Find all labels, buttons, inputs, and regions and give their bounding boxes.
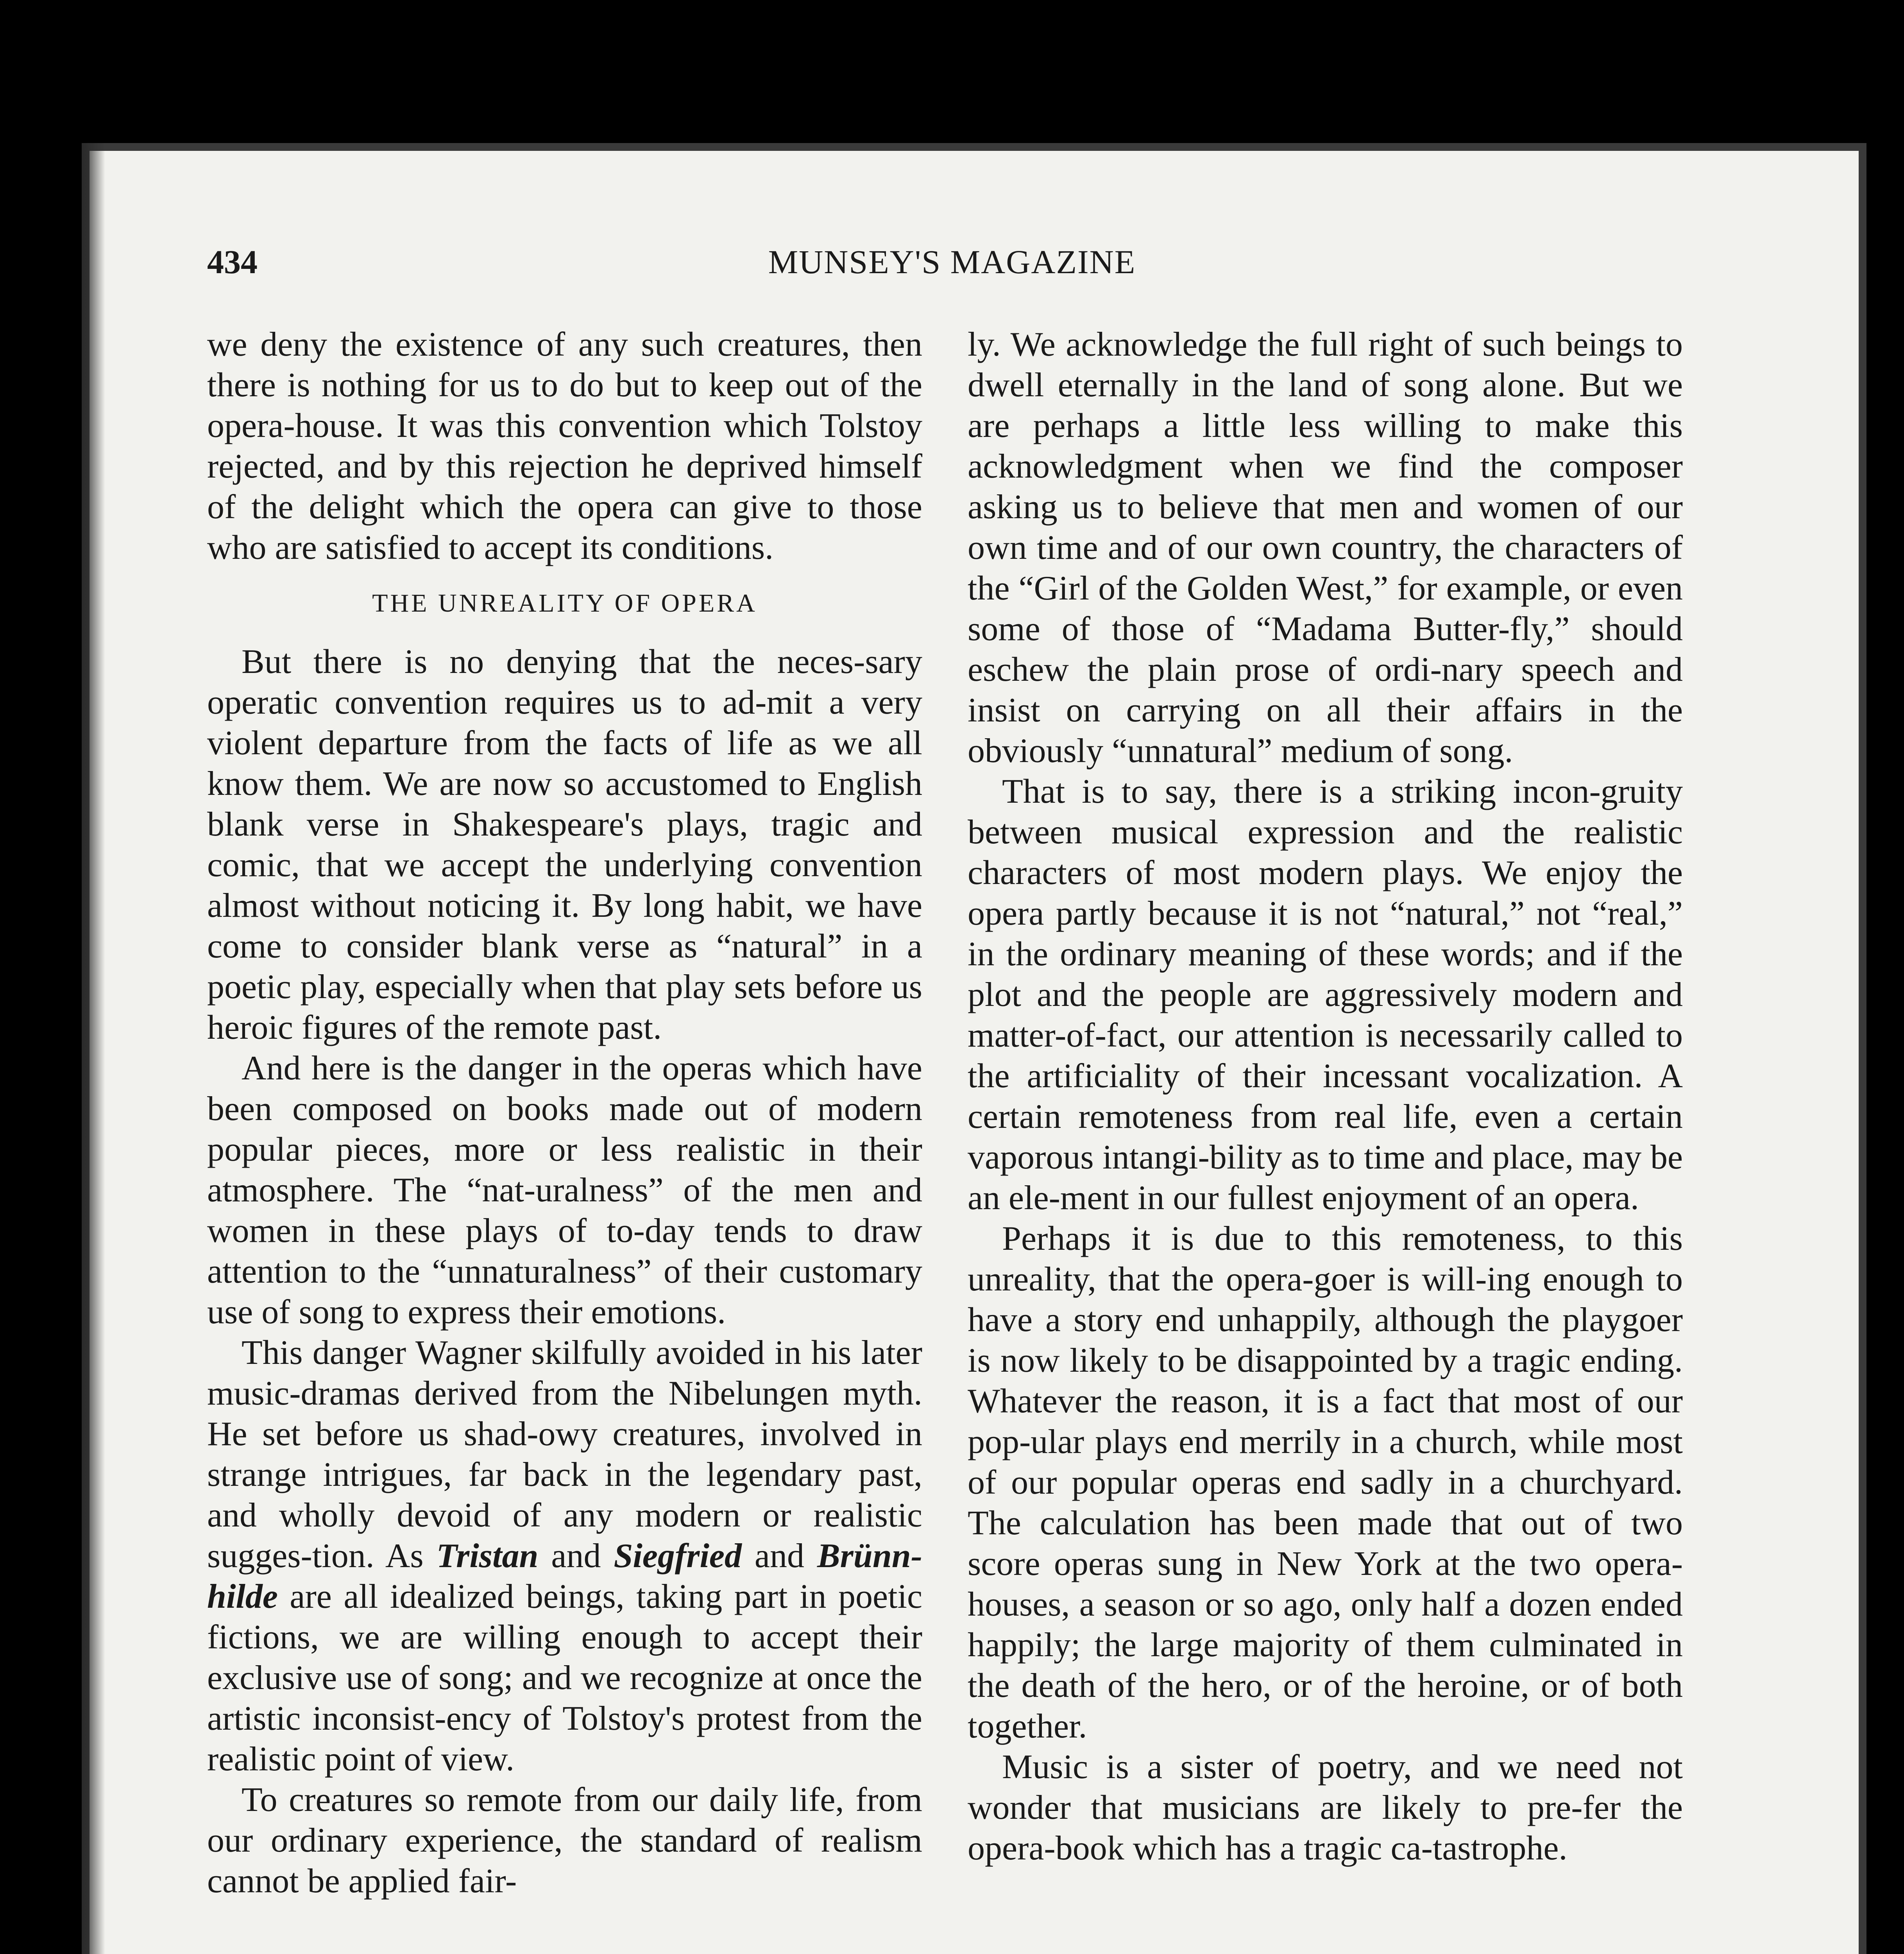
text-run: This danger Wagner skilfully avoided in his later music-dramas derived from the Nibelungen myth. He set before us shad-owy creatures, involved in strange intrigues, far back in the legendary past, and wholly devoid of any modern or realistic sugges-tion. As (207, 1334, 922, 1575)
left-column (207, 324, 922, 1902)
page-number: 434 (207, 243, 258, 281)
paragraph: Perhaps it is due to this remoteness, to this unreality, that the opera-goer is will-ing enough to have a story end unhappily, although the playgoer is now likely to be disappointed by a tragic ending. Whatever the reason, it is a fact that most of our pop-ular plays end merrily in a church, while most of our popular operas end sadly in a churchyard. The calculation has been made that out of two score operas sung in New York at the two opera-houses, a season or so ago, only half a dozen ended happily; the large majority of them culminated in the death of the hero, or of the heroine, or of both together. (968, 1220, 1683, 1745)
section-heading: THE UNREALITY OF OPERA (372, 589, 757, 617)
paragraph: ly. We acknowledge the full right of such beings to dwell eternally in the land of song alone. But we are perhaps a little less willing to make this acknowledgment when we find the composer asking us to believe that men and women of our own time and of our own country, the characters of the “Girl of the Golden West,” for example, or even some of those of “Madama Butter-fly,” should eschew the plain prose of ordi-nary speech and insist on carrying on all their affairs in the obviously “unnatural” medium of song. (968, 326, 1683, 770)
running-title: MUNSEY'S MAGAZINE (768, 243, 1136, 281)
page-edge-shadow (82, 143, 105, 1954)
text-run: are all idealized beings, taking part in poetic fictions, we are willing enough to accept their exclusive use of song; and we recognize at once the artistic inconsist-ency of Tolstoy's protest from the realistic point of view. (207, 1578, 922, 1778)
paragraph (207, 1333, 922, 1780)
right-column (968, 324, 1683, 1869)
italic-title: Brünn-hilde (207, 1537, 923, 1616)
italic-title: Siegfried (614, 1537, 742, 1575)
page-header (207, 242, 1697, 289)
paragraph: we deny the existence of any such creatures, then there is nothing for us to do but to keep out of the opera-house. It was this convention which Tolstoy rejected, and by this rejection he deprived himself of the delight which the opera can give to those who are satisfied to accept its conditions. (207, 326, 922, 567)
paragraph: And here is the danger in the operas which have been composed on books made out of modern popular pieces, more or less realistic in their atmosphere. The “nat-uralness” of the men and women in these plays of to-day tends to draw attention to the “unnaturalness” of their customary use of song to express their emotions. (207, 1049, 922, 1331)
text-run: and (741, 1537, 817, 1575)
text-run: and (538, 1537, 614, 1575)
scan-border (1866, 156, 1904, 1954)
paragraph: That is to say, there is a striking incon-gruity between musical expression and the realistic characters of most modern plays. We enjoy the opera partly because it is not “natural,” not “real,” in the ordinary meaning of these words; and if the plot and the people are aggressively modern and matter-of-fact, our attention is necessarily called to the artificiality of their incessant vocalization. A certain remoteness from real life, even a certain vaporous intangi-bility as to time and place, may be an ele-ment in our fullest enjoyment of an opera. (968, 773, 1683, 1217)
paragraph: But there is no denying that the neces-sary operatic convention requires us to ad-mit a very violent departure from the facts of life as we all know them. We are now so accustomed to English blank verse in Shakespeare's plays, tragic and comic, that we accept the underlying convention almost without noticing it. By long habit, we have come to consider blank verse as “natural” in a poetic play, especially when that play sets before us heroic figures of the remote past. (207, 643, 922, 1047)
paragraph: Music is a sister of poetry, and we need not wonder that musicians are likely to pre-fer the opera-book which has a tragic ca-tastrophe. (968, 1748, 1683, 1867)
paragraph: To creatures so remote from our daily life, from our ordinary experience, the standard of realism cannot be applied fair- (207, 1781, 922, 1900)
italic-title: Tristan (436, 1537, 539, 1575)
